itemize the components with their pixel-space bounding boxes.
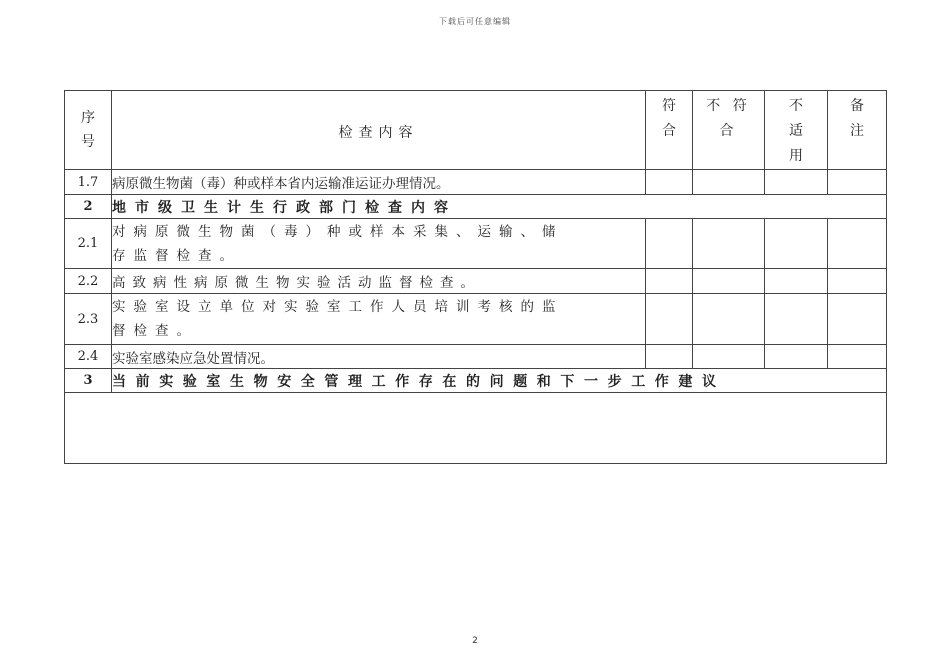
- header-not-fit-line: 合: [719, 123, 738, 139]
- row-number: 2.4: [65, 345, 112, 369]
- table-row: [65, 294, 887, 345]
- header-na-line: 用: [789, 148, 803, 164]
- cell-note[interactable]: [828, 294, 887, 345]
- cell-fit[interactable]: [646, 269, 693, 294]
- section-row: [65, 195, 887, 219]
- row-content-line: 存监督检查。: [112, 247, 241, 264]
- row-number: 2.2: [65, 269, 112, 294]
- table-row: [65, 170, 887, 195]
- row-content: [112, 219, 646, 269]
- section-title: 当前实验室生物安全管理工作存在的问题和下一步工作建议: [112, 369, 887, 393]
- cell-note[interactable]: [828, 345, 887, 369]
- header-not-fit-line: 不 符: [706, 98, 751, 114]
- suggestion-area[interactable]: [65, 393, 887, 464]
- cell-not-applicable[interactable]: [765, 345, 828, 369]
- header-not-fit: [693, 91, 765, 170]
- cell-not-fit[interactable]: [693, 345, 765, 369]
- header-fit-line: 合: [662, 123, 676, 139]
- page-number: 2: [472, 636, 478, 646]
- row-number: 2.1: [65, 219, 112, 269]
- header-seq-line: 号: [81, 134, 95, 150]
- header-note-line: 备: [850, 98, 864, 114]
- cell-note[interactable]: [828, 170, 887, 195]
- row-content: 高致病性病原微生物实验活动监督检查。: [112, 269, 646, 294]
- inspection-table: [64, 90, 887, 464]
- cell-not-applicable[interactable]: [765, 294, 828, 345]
- header-seq: [65, 91, 112, 170]
- cell-not-applicable[interactable]: [765, 170, 828, 195]
- header-content: 检查内容: [112, 91, 646, 170]
- cell-not-applicable[interactable]: [765, 269, 828, 294]
- cell-not-fit[interactable]: [693, 294, 765, 345]
- row-content: 病原微生物菌（毒）种或样本省内运输准运证办理情况。: [112, 170, 646, 195]
- header-na-line: 不: [789, 98, 803, 114]
- cell-fit[interactable]: [646, 294, 693, 345]
- cell-not-fit[interactable]: [693, 219, 765, 269]
- row-content: [112, 294, 646, 345]
- section-row: [65, 369, 887, 393]
- header-seq-line: 序: [81, 110, 95, 126]
- header-fit: [646, 91, 693, 170]
- row-content-line: 督检查。: [112, 323, 198, 339]
- section-title: 地市级卫生计生行政部门检查内容: [112, 195, 887, 219]
- section-number: 2: [65, 195, 112, 219]
- table-row: [65, 345, 887, 369]
- cell-fit[interactable]: [646, 345, 693, 369]
- row-number: 1.7: [65, 170, 112, 195]
- row-number: 2.3: [65, 294, 112, 345]
- cell-fit[interactable]: [646, 219, 693, 269]
- header-note: 下载后可任意编辑: [439, 17, 511, 26]
- suggestion-area-row: [65, 393, 887, 464]
- row-content: 实验室感染应急处置情况。: [112, 345, 646, 369]
- row-content-line: 实验室设立单位对实验室工作人员培训考核的监: [112, 299, 564, 315]
- cell-not-fit[interactable]: [693, 170, 765, 195]
- table-row: [65, 269, 887, 294]
- header-note-col: [828, 91, 887, 170]
- table-row: [65, 219, 887, 269]
- cell-note[interactable]: [828, 219, 887, 269]
- header-note-line: 注: [850, 123, 864, 139]
- cell-not-fit[interactable]: [693, 269, 765, 294]
- header-not-applicable: [765, 91, 828, 170]
- cell-fit[interactable]: [646, 170, 693, 195]
- cell-not-applicable[interactable]: [765, 219, 828, 269]
- table-header-row: [65, 91, 887, 170]
- section-number: 3: [65, 369, 112, 393]
- header-fit-line: 符: [662, 98, 676, 114]
- header-na-line: 适: [789, 123, 803, 139]
- cell-note[interactable]: [828, 269, 887, 294]
- row-content-line: 对病原微生物菌（毒）种或样本采集、运输、储: [112, 223, 564, 240]
